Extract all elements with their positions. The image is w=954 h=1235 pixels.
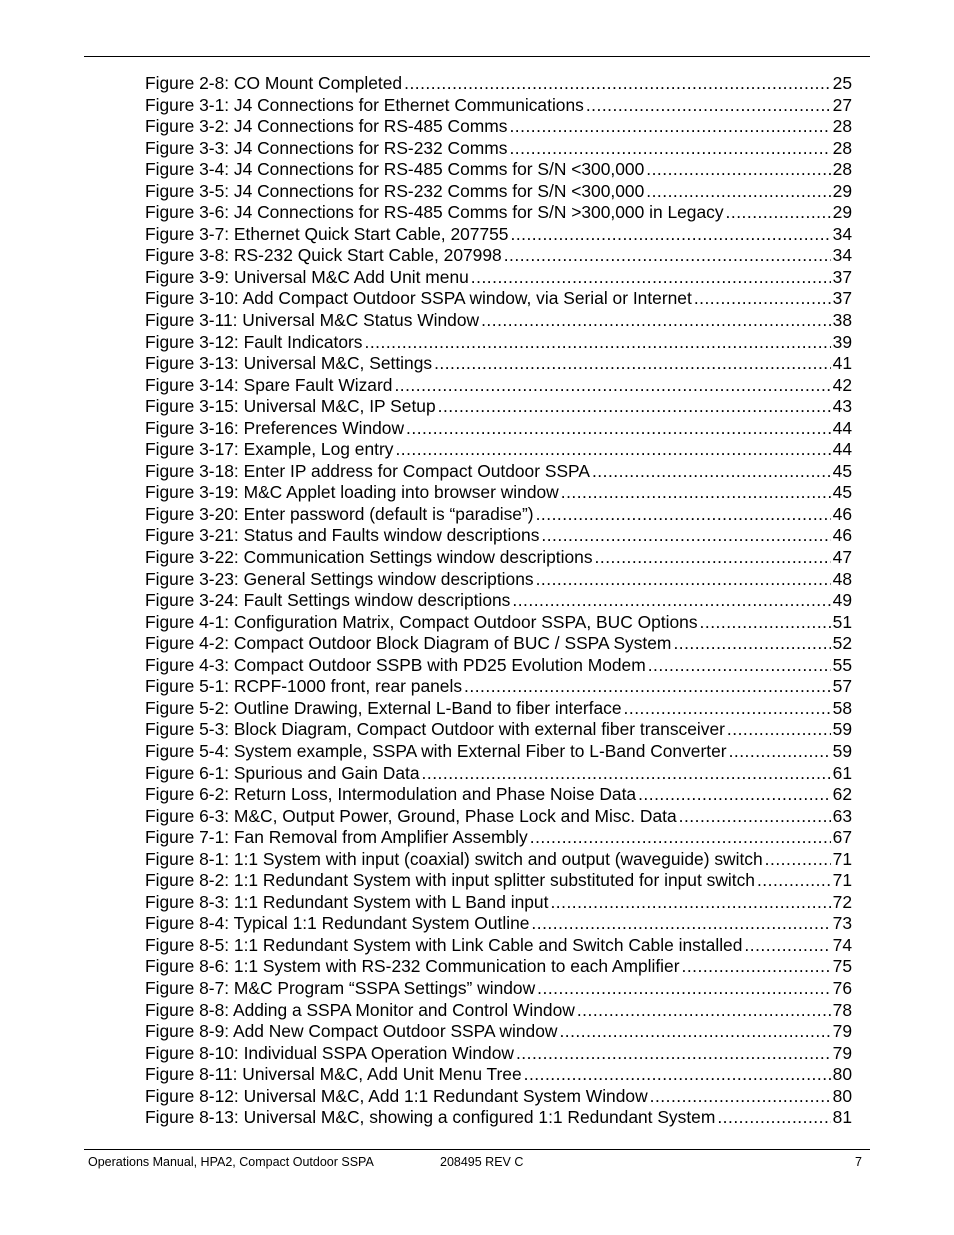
dot-leader	[481, 310, 831, 332]
dot-leader	[434, 353, 831, 375]
dot-leader	[504, 245, 831, 267]
footer-doc-number: 208495 REV C	[440, 1155, 524, 1169]
toc-entry[interactable]	[145, 116, 852, 138]
header-rule	[84, 56, 870, 57]
toc-entry-page: 59	[832, 719, 852, 740]
toc-entry-label: Figure 6-3: M&C, Output Power, Ground, Phase Lock and Misc. Data	[145, 805, 677, 826]
toc-entry-label: Figure 3-5: J4 Connections for RS-232 Comms for S/N <300,000	[145, 180, 645, 201]
toc-entry-page: 37	[832, 266, 852, 287]
toc-entry-label: Figure 3-24: Fault Settings window descriptions	[145, 590, 511, 611]
toc-entry[interactable]	[145, 224, 852, 246]
toc-entry-label: Figure 8-8: Adding a SSPA Monitor and Control Window	[145, 999, 575, 1020]
dot-leader	[524, 1064, 831, 1086]
dot-leader	[550, 892, 830, 914]
dot-leader	[422, 763, 831, 785]
toc-entry-label: Figure 3-17: Example, Log entry	[145, 439, 394, 460]
toc-entry-label: Figure 3-20: Enter password (default is “paradise”)	[145, 503, 534, 524]
toc-entry-label: Figure 3-1: J4 Connections for Ethernet Communications	[145, 94, 584, 115]
toc-entry-page: 28	[832, 159, 852, 180]
toc-entry-label: Figure 3-12: Fault Indicators	[145, 331, 363, 352]
dot-leader	[537, 978, 831, 1000]
toc-entry-page: 81	[832, 1107, 852, 1128]
dot-leader	[592, 461, 831, 483]
toc-entry-page: 41	[832, 353, 852, 374]
dot-leader	[577, 1000, 831, 1022]
dot-leader	[757, 870, 831, 892]
dot-leader	[624, 698, 831, 720]
toc-entry[interactable]	[145, 849, 852, 871]
toc-entry-page: 34	[832, 245, 852, 266]
dot-leader	[586, 95, 831, 117]
toc-entry-label: Figure 8-4: Typical 1:1 Redundant System Outline	[145, 913, 530, 934]
toc-entry-label: Figure 3-18: Enter IP address for Compact Outdoor SSPA	[145, 460, 590, 481]
dot-leader	[394, 375, 830, 397]
dot-leader	[673, 633, 830, 655]
dot-leader	[536, 504, 831, 526]
toc-entry-page: 29	[832, 202, 852, 223]
toc-entry[interactable]	[145, 1021, 852, 1043]
page-footer	[88, 1154, 866, 1170]
dot-leader	[682, 956, 831, 978]
dot-leader	[561, 482, 831, 504]
dot-leader	[717, 1107, 830, 1129]
toc-entry-label: Figure 3-9: Universal M&C Add Unit menu	[145, 266, 469, 287]
toc-entry[interactable]	[145, 763, 852, 785]
toc-entry-label: Figure 3-3: J4 Connections for RS-232 Comms	[145, 137, 508, 158]
footer-page-number: 7	[855, 1155, 862, 1169]
toc-entry-label: Figure 3-16: Preferences Window	[145, 417, 405, 438]
dot-leader	[541, 525, 830, 547]
toc-entry-page: 39	[832, 331, 852, 352]
toc-entry[interactable]	[145, 1043, 852, 1065]
toc-entry-page: 59	[832, 740, 852, 761]
dot-leader	[509, 138, 830, 160]
toc-entry[interactable]	[145, 741, 852, 763]
toc-entry[interactable]	[145, 310, 852, 332]
toc-entry-page: 55	[832, 654, 852, 675]
toc-entry-label: Figure 3-15: Universal M&C, IP Setup	[145, 396, 436, 417]
toc-entry-label: Figure 7-1: Fan Removal from Amplifier Assembly	[145, 827, 528, 848]
toc-entry-label: Figure 6-1: Spurious and Gain Data	[145, 762, 420, 783]
toc-entry-page: 74	[832, 934, 852, 955]
toc-entry[interactable]	[145, 612, 852, 634]
toc-entry[interactable]	[145, 978, 852, 1000]
toc-entry-page: 75	[832, 956, 852, 977]
toc-entry[interactable]	[145, 504, 852, 526]
toc-entry[interactable]	[145, 892, 852, 914]
toc-entry-label: Figure 3-13: Universal M&C, Settings	[145, 353, 433, 374]
toc-entry-label: Figure 3-4: J4 Connections for RS-485 Comms for S/N <300,000	[145, 159, 645, 180]
dot-leader	[536, 569, 831, 591]
toc-entry-page: 58	[832, 697, 852, 718]
toc-entry[interactable]	[145, 655, 852, 677]
toc-entry-page: 72	[832, 891, 852, 912]
toc-entry-page: 29	[832, 180, 852, 201]
toc-entry-label: Figure 8-7: M&C Program “SSPA Settings” window	[145, 977, 536, 998]
toc-entry-label: Figure 8-3: 1:1 Redundant System with L Band input	[145, 891, 549, 912]
toc-entry-page: 71	[832, 870, 852, 891]
dot-leader	[650, 1086, 831, 1108]
toc-entry-page: 73	[832, 913, 852, 934]
toc-entry[interactable]	[145, 525, 852, 547]
dot-leader	[531, 913, 830, 935]
toc-entry-label: Figure 4-1: Configuration Matrix, Compact Outdoor SSPA, BUC Options	[145, 611, 698, 632]
toc-entry-page: 48	[832, 568, 852, 589]
toc-entry-label: Figure 3-7: Ethernet Quick Start Cable, 207755	[145, 223, 509, 244]
toc-entry-page: 78	[832, 999, 852, 1020]
toc-entry[interactable]	[145, 202, 852, 224]
toc-entry-page: 57	[832, 676, 852, 697]
toc-entry-page: 79	[832, 1021, 852, 1042]
toc-entry[interactable]	[145, 73, 852, 95]
dot-leader	[395, 439, 830, 461]
toc-entry[interactable]	[145, 935, 852, 957]
toc-entry-label: Figure 8-5: 1:1 Redundant System with Link Cable and Switch Cable installed	[145, 934, 743, 955]
toc-entry-label: Figure 8-1: 1:1 System with input (coaxial) switch and output (waveguide) switch	[145, 848, 763, 869]
toc-entry-label: Figure 5-3: Block Diagram, Compact Outdoor with external fiber transceiver	[145, 719, 725, 740]
dot-leader	[727, 719, 831, 741]
toc-entry-label: Figure 3-14: Spare Fault Wizard	[145, 374, 393, 395]
toc-entry-label: Figure 8-9: Add New Compact Outdoor SSPA window	[145, 1021, 558, 1042]
toc-entry-label: Figure 3-19: M&C Applet loading into browser window	[145, 482, 559, 503]
toc-entry[interactable]	[145, 181, 852, 203]
toc-entry-page: 45	[832, 460, 852, 481]
toc-entry-label: Figure 5-1: RCPF-1000 front, rear panels	[145, 676, 463, 697]
toc-entry-label: Figure 3-11: Universal M&C Status Window	[145, 310, 480, 331]
toc-entry[interactable]	[145, 676, 852, 698]
toc-entry[interactable]	[145, 332, 852, 354]
toc-entry-label: Figure 2-8: CO Mount Completed	[145, 73, 403, 93]
toc-entry-label: Figure 8-11: Universal M&C, Add Unit Menu Tree	[145, 1064, 522, 1085]
toc-entry[interactable]	[145, 547, 852, 569]
toc-entry[interactable]	[145, 698, 852, 720]
toc-entry-label: Figure 3-6: J4 Connections for RS-485 Comms for S/N >300,000 in Legacy	[145, 202, 724, 223]
toc-entry[interactable]	[145, 806, 852, 828]
toc-entry-page: 37	[832, 288, 852, 309]
dot-leader	[694, 288, 831, 310]
footer-rule	[84, 1149, 870, 1150]
toc-entry[interactable]	[145, 956, 852, 978]
dot-leader	[729, 741, 831, 763]
toc-entry-page: 44	[832, 439, 852, 460]
toc-entry-page: 46	[832, 503, 852, 524]
toc-entry-page: 51	[832, 611, 852, 632]
list-of-figures	[145, 73, 852, 1129]
toc-entry-label: Figure 3-23: General Settings window descriptions	[145, 568, 534, 589]
toc-entry[interactable]	[145, 461, 852, 483]
toc-entry-label: Figure 8-2: 1:1 Redundant System with input splitter substituted for input switch	[145, 870, 755, 891]
toc-entry-page: 28	[832, 116, 852, 137]
dot-leader	[744, 935, 830, 957]
dot-leader	[516, 1043, 831, 1065]
toc-entry-page: 67	[832, 827, 852, 848]
toc-entry-label: Figure 4-2: Compact Outdoor Block Diagram of BUC / SSPA System	[145, 633, 672, 654]
toc-entry[interactable]	[145, 396, 852, 418]
toc-entry-label: Figure 8-6: 1:1 System with RS-232 Communication to each Amplifier	[145, 956, 680, 977]
toc-entry[interactable]	[145, 827, 852, 849]
toc-entry[interactable]	[145, 1086, 852, 1108]
toc-entry-page: 43	[832, 396, 852, 417]
toc-entry[interactable]	[145, 159, 852, 181]
toc-entry-page: 52	[832, 633, 852, 654]
dot-leader	[404, 73, 831, 95]
toc-entry-page: 28	[832, 137, 852, 158]
toc-entry-label: Figure 3-22: Communication Settings window descriptions	[145, 547, 593, 568]
toc-entry-label: Figure 5-4: System example, SSPA with External Fiber to L-Band Converter	[145, 740, 727, 761]
toc-entry-page: 44	[832, 417, 852, 438]
dot-leader	[512, 590, 830, 612]
toc-entry[interactable]	[145, 95, 852, 117]
toc-entry[interactable]	[145, 870, 852, 892]
toc-entry-page: 61	[832, 762, 852, 783]
dot-leader	[471, 267, 831, 289]
toc-entry-page: 38	[832, 310, 852, 331]
dot-leader	[365, 332, 831, 354]
toc-entry[interactable]	[145, 288, 852, 310]
toc-entry-page: 79	[832, 1042, 852, 1063]
dot-leader	[595, 547, 831, 569]
toc-entry-label: Figure 4-3: Compact Outdoor SSPB with PD25 Evolution Modem	[145, 654, 646, 675]
toc-entry[interactable]	[145, 784, 852, 806]
toc-entry-page: 49	[832, 590, 852, 611]
toc-entry[interactable]	[145, 569, 852, 591]
toc-entry[interactable]	[145, 418, 852, 440]
toc-entry-label: Figure 3-8: RS-232 Quick Start Cable, 207998	[145, 245, 502, 266]
dot-leader	[559, 1021, 830, 1043]
toc-entry-page: 46	[832, 525, 852, 546]
dot-leader	[646, 181, 830, 203]
toc-entry-label: Figure 6-2: Return Loss, Intermodulation and Phase Noise Data	[145, 784, 637, 805]
dot-leader	[406, 418, 831, 440]
toc-entry-label: Figure 3-21: Status and Faults window descriptions	[145, 525, 540, 546]
toc-entry[interactable]	[145, 138, 852, 160]
dot-leader	[509, 116, 830, 138]
dot-leader	[726, 202, 831, 224]
toc-entry-label: Figure 3-2: J4 Connections for RS-485 Comms	[145, 116, 508, 137]
footer-manual-title: Operations Manual, HPA2, Compact Outdoor SSPA	[88, 1155, 374, 1169]
dot-leader	[464, 676, 831, 698]
toc-entry[interactable]	[145, 245, 852, 267]
toc-entry[interactable]	[145, 913, 852, 935]
toc-entry-label: Figure 8-10: Individual SSPA Operation Window	[145, 1042, 514, 1063]
toc-entry-page: 63	[832, 805, 852, 826]
dot-leader	[438, 396, 831, 418]
toc-entry-page: 34	[832, 223, 852, 244]
dot-leader	[765, 849, 831, 871]
toc-entry[interactable]	[145, 1000, 852, 1022]
toc-entry-label: Figure 8-12: Universal M&C, Add 1:1 Redundant System Window	[145, 1085, 648, 1106]
dot-leader	[648, 655, 831, 677]
dot-leader	[646, 159, 830, 181]
toc-entry-label: Figure 3-10: Add Compact Outdoor SSPA window, via Serial or Internet	[145, 288, 692, 309]
toc-entry-page: 25	[832, 73, 852, 93]
toc-entry-page: 80	[832, 1064, 852, 1085]
toc-entry[interactable]	[145, 375, 852, 397]
toc-entry-page: 62	[832, 784, 852, 805]
toc-entry-page: 47	[832, 547, 852, 568]
toc-entry[interactable]	[145, 719, 852, 741]
dot-leader	[679, 806, 831, 828]
toc-entry[interactable]	[145, 590, 852, 612]
toc-entry[interactable]	[145, 353, 852, 375]
dot-leader	[700, 612, 831, 634]
toc-entry-page: 80	[832, 1085, 852, 1106]
toc-entry-page: 71	[832, 848, 852, 869]
toc-entry[interactable]	[145, 1064, 852, 1086]
toc-entry-page: 27	[832, 94, 852, 115]
toc-entry-page: 76	[832, 977, 852, 998]
toc-entry[interactable]	[145, 267, 852, 289]
toc-entry-page: 45	[832, 482, 852, 503]
dot-leader	[510, 224, 830, 246]
toc-entry-label: Figure 5-2: Outline Drawing, External L-Band to fiber interface	[145, 697, 622, 718]
toc-entry-label: Figure 8-13: Universal M&C, showing a configured 1:1 Redundant System	[145, 1107, 716, 1128]
dot-leader	[530, 827, 831, 849]
toc-entry[interactable]	[145, 633, 852, 655]
dot-leader	[638, 784, 831, 806]
toc-entry[interactable]	[145, 439, 852, 461]
toc-entry-page: 42	[832, 374, 852, 395]
toc-entry[interactable]	[145, 1107, 852, 1129]
toc-entry[interactable]	[145, 482, 852, 504]
